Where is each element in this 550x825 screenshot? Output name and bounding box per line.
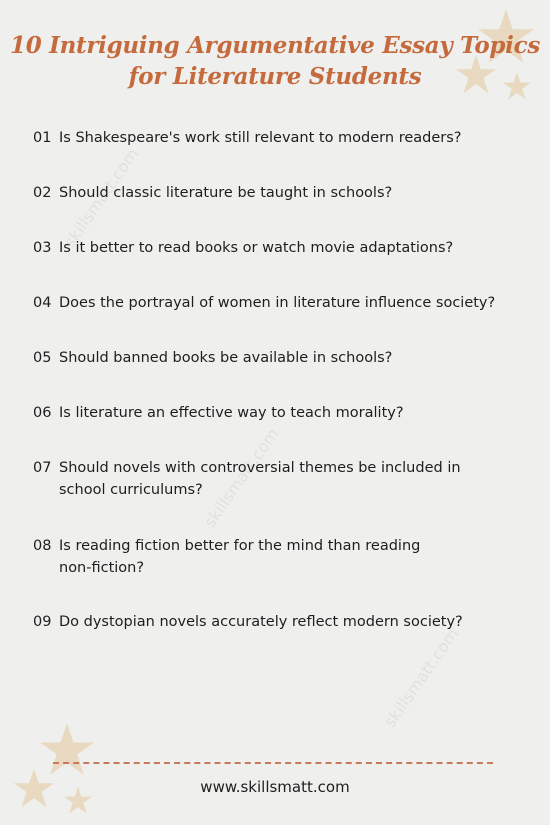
footer-url[interactable]: www.skillsmatt.com	[200, 778, 350, 796]
title-line-2: for Literature Students	[128, 63, 422, 90]
topic-text	[59, 237, 453, 259]
topic-text-line: non-fiction?	[59, 560, 145, 576]
topic-text-line: Do dystopian novels accurately reflect modern society?	[59, 614, 463, 630]
topic-text-line: Does the portrayal of women in literature influence society?	[59, 295, 496, 311]
topic-text-line: Is Shakespeare's work still relevant to modern readers?	[59, 130, 462, 146]
topic-text	[59, 535, 420, 579]
topic-text	[59, 402, 404, 424]
topic-number: 03	[33, 240, 52, 256]
topic-item-02	[33, 182, 533, 204]
watermark: skillsmatt.com	[60, 144, 143, 251]
watermark: skillsmatt.com	[200, 424, 283, 531]
topic-text	[59, 611, 463, 633]
topic-item-01	[33, 127, 533, 149]
topic-text	[59, 182, 392, 204]
topic-item-09	[33, 611, 533, 633]
topic-number: 07	[33, 460, 52, 476]
topic-item-07	[33, 457, 533, 501]
topic-number: 01	[33, 130, 52, 146]
topic-number: 08	[33, 538, 52, 554]
page-title	[0, 30, 550, 92]
topic-item-04	[33, 292, 533, 314]
topic-text	[59, 127, 461, 149]
topic-text-line: Should banned books be available in schools?	[59, 350, 393, 366]
topic-item-06	[33, 402, 533, 424]
topic-text-line: Is literature an effective way to teach morality?	[59, 405, 404, 421]
topic-number: 09	[33, 614, 52, 630]
dashed-divider	[53, 762, 493, 764]
topic-text	[59, 457, 461, 501]
title-line-1: 10 Intriguing Argumentative Essay Topics	[10, 32, 540, 59]
topic-text-line: school curriculums?	[59, 482, 203, 498]
topic-text	[59, 292, 495, 314]
topic-text-line: Is it better to read books or watch movie adaptations?	[59, 240, 454, 256]
topic-text-line: Should classic literature be taught in schools?	[59, 185, 393, 201]
topic-number: 02	[33, 185, 52, 201]
topic-text-line: Should novels with controversial themes be included in	[59, 460, 461, 476]
topic-item-03	[33, 237, 533, 259]
topic-item-08	[33, 535, 533, 579]
topic-number: 06	[33, 405, 52, 421]
topic-item-05	[33, 347, 533, 369]
topic-number: 05	[33, 350, 52, 366]
topic-number: 04	[33, 295, 52, 311]
topic-text	[59, 347, 392, 369]
topic-text-line: Is reading fiction better for the mind than reading	[59, 538, 421, 554]
watermark: skillsmatt.com	[380, 624, 463, 731]
